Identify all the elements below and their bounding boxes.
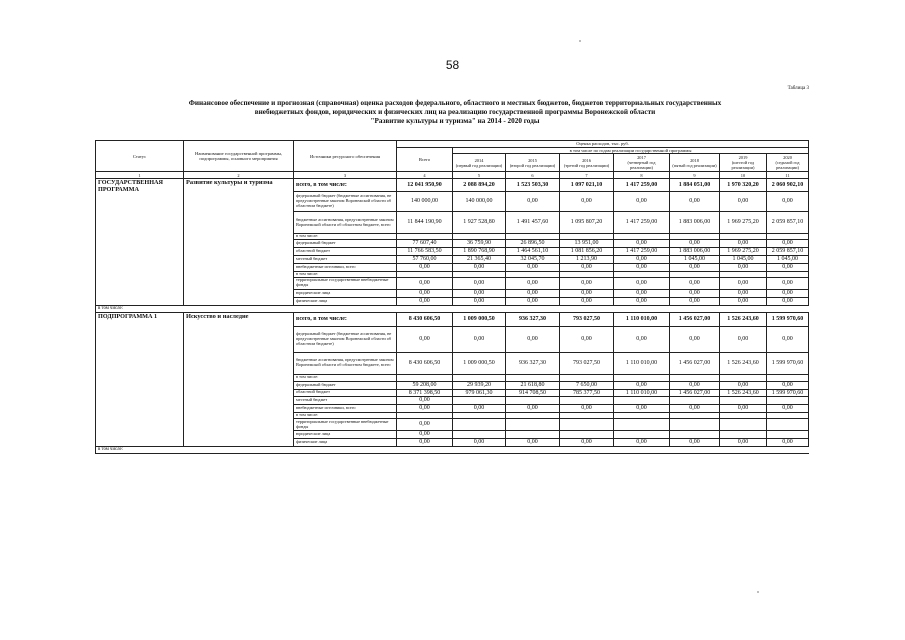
- header-year-label: (седьмой год реализации): [775, 160, 800, 171]
- value-cell: 2 088 894,20: [453, 179, 506, 192]
- source-cell: федеральный бюджет: [294, 381, 397, 389]
- value-cell: 0,00: [767, 263, 809, 271]
- value-cell: 0,00: [397, 277, 453, 289]
- value-cell: [614, 419, 670, 431]
- value-cell: 8 430 606,50: [397, 312, 453, 326]
- header-year-2019: [720, 154, 767, 172]
- value-cell: 0,00: [560, 405, 614, 413]
- value-cell: 0,00: [397, 326, 453, 352]
- value-cell: 0,00: [614, 289, 670, 297]
- header-year-number: 2020: [783, 155, 792, 161]
- subprogram-name: Искусство и наследие: [184, 312, 294, 446]
- value-cell: 0,00: [614, 381, 670, 389]
- title-line-1: Финансовое обеспечение и прогнозная (справочная) оценка расходов федерального, областного и местных бюджетов, бюджетов территориальных государственных: [188, 99, 722, 107]
- column-number: 11: [767, 172, 809, 179]
- header-year-label: (шестой год реализации): [731, 160, 755, 171]
- value-cell: 29 939,20: [453, 381, 506, 389]
- value-cell: 1 526 243,60: [720, 312, 767, 326]
- program-status: ГОСУДАРСТВЕННАЯ ПРОГРАММА: [96, 179, 184, 305]
- header-year-number: 2016: [582, 157, 591, 163]
- value-cell: 0,00: [670, 289, 720, 297]
- header-year-2018: [670, 154, 720, 172]
- value-cell: 0,00: [670, 277, 720, 289]
- value-cell: 59 208,00: [397, 381, 453, 389]
- section-split-row: [96, 305, 809, 312]
- value-cell: 0,00: [397, 263, 453, 271]
- value-cell: 1 417 259,00: [614, 179, 670, 192]
- value-cell: 0,00: [767, 192, 809, 212]
- header-year-label: (второй год реализации): [509, 162, 556, 168]
- value-cell: 0,00: [614, 439, 670, 447]
- value-cell: 0,00: [506, 192, 560, 212]
- source-cell: юридические лица: [294, 431, 397, 439]
- value-cell: 1 491 457,60: [506, 212, 560, 234]
- title-line-3: "Развитие культуры и туризма" на 2014 - 2020 годы: [370, 117, 540, 125]
- program-name: Развитие культуры и туризма: [184, 179, 294, 305]
- value-cell: 11 844 190,90: [397, 212, 453, 234]
- value-cell: [453, 397, 506, 405]
- value-cell: 0,00: [720, 289, 767, 297]
- value-cell: 1 464 561,10: [506, 248, 560, 256]
- source-cell: в том числе:: [294, 234, 397, 240]
- value-cell: 1 599 970,60: [767, 312, 809, 326]
- value-cell: 0,00: [560, 439, 614, 447]
- value-cell: [720, 419, 767, 431]
- value-cell: 0,00: [767, 289, 809, 297]
- value-cell: 0,00: [506, 289, 560, 297]
- column-number: 4: [397, 172, 453, 179]
- value-cell: 0,00: [767, 297, 809, 305]
- value-cell: 0,00: [767, 240, 809, 248]
- value-cell: 0,00: [506, 439, 560, 447]
- value-cell: 936 327,30: [506, 352, 560, 374]
- header-incl-years: в том числе по годам реализации государственной программы: [453, 148, 809, 154]
- value-cell: 0,00: [560, 192, 614, 212]
- value-cell: [506, 374, 560, 381]
- value-cell: 0,00: [767, 405, 809, 413]
- value-cell: 0,00: [614, 297, 670, 305]
- value-cell: [614, 374, 670, 381]
- value-cell: 0,00: [720, 240, 767, 248]
- source-cell: внебюджетные источники, всего: [294, 263, 397, 271]
- value-cell: 1 456 027,00: [670, 352, 720, 374]
- value-cell: 1 009 000,50: [453, 352, 506, 374]
- value-cell: 11 766 583,50: [397, 248, 453, 256]
- value-cell: 7 650,00: [560, 381, 614, 389]
- value-cell: 1 890 768,90: [453, 248, 506, 256]
- value-cell: 21 618,80: [506, 381, 560, 389]
- value-cell: 1 095 807,20: [560, 212, 614, 234]
- source-cell: областной бюджет: [294, 389, 397, 397]
- value-cell: 0,00: [670, 192, 720, 212]
- value-cell: 0,00: [453, 263, 506, 271]
- value-cell: 0,00: [506, 277, 560, 289]
- value-cell: [720, 397, 767, 405]
- value-cell: [767, 374, 809, 381]
- column-numbers-row: [96, 172, 809, 179]
- column-number: 10: [720, 172, 767, 179]
- value-cell: 0,00: [506, 297, 560, 305]
- column-number: 7: [560, 172, 614, 179]
- value-cell: 1 417 259,00: [614, 248, 670, 256]
- value-cell: [767, 397, 809, 405]
- column-number: 9: [670, 172, 720, 179]
- value-cell: [560, 419, 614, 431]
- value-cell: 0,00: [397, 397, 453, 405]
- value-cell: 0,00: [767, 381, 809, 389]
- value-cell: 979 061,30: [453, 389, 506, 397]
- value-cell: [506, 397, 560, 405]
- subprogram-row: [96, 312, 809, 326]
- value-cell: 0,00: [506, 405, 560, 413]
- value-cell: 0,00: [560, 263, 614, 271]
- value-cell: [670, 419, 720, 431]
- value-cell: 0,00: [670, 439, 720, 447]
- value-cell: 1 883 006,00: [670, 248, 720, 256]
- budget-table: [95, 140, 809, 454]
- value-cell: 0,00: [720, 381, 767, 389]
- source-cell: всего, в том числе:: [294, 179, 397, 192]
- value-cell: 0,00: [560, 297, 614, 305]
- value-cell: 0,00: [397, 405, 453, 413]
- value-cell: 0,00: [767, 439, 809, 447]
- header-year-number: 2018: [690, 157, 699, 163]
- section-split-label: в том числе:: [96, 305, 809, 312]
- value-cell: 0,00: [560, 289, 614, 297]
- header-year-number: 2015: [528, 157, 537, 163]
- column-number: 2: [184, 172, 294, 179]
- value-cell: 0,00: [453, 289, 506, 297]
- value-cell: 1 417 259,00: [614, 212, 670, 234]
- header-row-1: [96, 141, 809, 148]
- value-cell: 8 430 606,50: [397, 352, 453, 374]
- section-split-row: [96, 446, 809, 453]
- header-estimate: Оценка расходов, тыс. руб.: [397, 141, 809, 148]
- value-cell: 0,00: [397, 289, 453, 297]
- value-cell: 0,00: [506, 326, 560, 352]
- column-number: 6: [506, 172, 560, 179]
- header-name: Наименование государственной программы, подпрограммы, основного мероприятия: [184, 141, 294, 172]
- value-cell: 1 045,00: [767, 256, 809, 264]
- value-cell: 1 970 320,20: [720, 179, 767, 192]
- value-cell: 1 927 528,80: [453, 212, 506, 234]
- value-cell: 0,00: [614, 326, 670, 352]
- value-cell: [453, 431, 506, 439]
- scan-speck: [757, 591, 759, 593]
- header-year-number: 2014: [474, 157, 484, 163]
- value-cell: 1 045,00: [670, 256, 720, 264]
- source-cell: бюджетные ассигнования, предусмотренные законом Воронежской области об областном бюджете, всего: [294, 212, 397, 234]
- header-year-label: (пятый год реализации): [672, 162, 717, 168]
- header-year-2020: [767, 154, 809, 172]
- source-cell: территориальные государственные внебюджетные фонды: [294, 277, 397, 289]
- header-year-label: (третий год реализации): [563, 162, 610, 168]
- source-cell: всего, в том числе:: [294, 312, 397, 326]
- value-cell: [560, 374, 614, 381]
- value-cell: [720, 431, 767, 439]
- value-cell: [560, 397, 614, 405]
- value-cell: [670, 397, 720, 405]
- value-cell: [767, 431, 809, 439]
- subprogram-status: ПОДПРОГРАММА 1: [96, 312, 184, 446]
- value-cell: 1 523 503,30: [506, 179, 560, 192]
- value-cell: [506, 419, 560, 431]
- value-cell: 0,00: [720, 439, 767, 447]
- value-cell: 0,00: [767, 326, 809, 352]
- header-year-number: 2017: [637, 155, 646, 161]
- header-source: Источники ресурсного обеспечения: [294, 141, 397, 172]
- value-cell: 12 041 950,90: [397, 179, 453, 192]
- source-cell: физические лица: [294, 297, 397, 305]
- source-cell: местный бюджет: [294, 256, 397, 264]
- value-cell: 0,00: [453, 277, 506, 289]
- value-cell: [453, 374, 506, 381]
- value-cell: 0,00: [453, 326, 506, 352]
- value-cell: 1 081 856,20: [560, 248, 614, 256]
- source-cell: в том числе:: [294, 374, 397, 381]
- value-cell: 1 213,90: [560, 256, 614, 264]
- value-cell: 0,00: [397, 419, 453, 431]
- value-cell: [560, 431, 614, 439]
- value-cell: 0,00: [614, 263, 670, 271]
- value-cell: 2 060 902,10: [767, 179, 809, 192]
- value-cell: 0,00: [397, 431, 453, 439]
- value-cell: 0,00: [670, 405, 720, 413]
- value-cell: 793 027,50: [560, 312, 614, 326]
- value-cell: 1 110 010,00: [614, 352, 670, 374]
- value-cell: 0,00: [767, 277, 809, 289]
- column-number: 8: [614, 172, 670, 179]
- value-cell: 1 456 027,00: [670, 389, 720, 397]
- value-cell: 0,00: [614, 192, 670, 212]
- source-cell: федеральный бюджет (бюджетные ассигнования, не предусмотренные законом Воронежской области об областном бюджете): [294, 326, 397, 352]
- value-cell: 140 000,00: [397, 192, 453, 212]
- value-cell: 1 969 275,20: [720, 248, 767, 256]
- value-cell: 1 110 010,00: [614, 312, 670, 326]
- value-cell: 21 365,40: [453, 256, 506, 264]
- value-cell: 0,00: [720, 192, 767, 212]
- value-cell: 77 607,40: [397, 240, 453, 248]
- source-cell: федеральный бюджет: [294, 240, 397, 248]
- source-cell: юридические лица: [294, 289, 397, 297]
- source-cell: физические лица: [294, 439, 397, 447]
- value-cell: 2 059 857,10: [767, 212, 809, 234]
- source-cell: федеральный бюджет (бюджетные ассигнования, не предусмотренные законом Воронежской области об областном бюджете): [294, 192, 397, 212]
- source-cell: местный бюджет: [294, 397, 397, 405]
- scan-speck: [579, 40, 581, 42]
- value-cell: [720, 374, 767, 381]
- header-year-2014: [453, 154, 506, 172]
- value-cell: 914 708,50: [506, 389, 560, 397]
- value-cell: 0,00: [670, 381, 720, 389]
- value-cell: 1 969 275,20: [720, 212, 767, 234]
- value-cell: 0,00: [506, 263, 560, 271]
- value-cell: 1 884 051,00: [670, 179, 720, 192]
- value-cell: [397, 374, 453, 381]
- value-cell: 0,00: [453, 405, 506, 413]
- value-cell: 0,00: [560, 326, 614, 352]
- value-cell: [614, 431, 670, 439]
- value-cell: 0,00: [670, 240, 720, 248]
- value-cell: 0,00: [397, 297, 453, 305]
- value-cell: 0,00: [720, 263, 767, 271]
- program-row: [96, 179, 809, 192]
- value-cell: 1 456 027,00: [670, 312, 720, 326]
- value-cell: 0,00: [720, 405, 767, 413]
- source-cell: в том числе:: [294, 271, 397, 277]
- value-cell: 0,00: [453, 297, 506, 305]
- source-cell: областной бюджет: [294, 248, 397, 256]
- value-cell: 0,00: [614, 256, 670, 264]
- header-year-2017: [614, 154, 670, 172]
- value-cell: [614, 397, 670, 405]
- value-cell: 0,00: [560, 277, 614, 289]
- column-number: 3: [294, 172, 397, 179]
- value-cell: 57 760,00: [397, 256, 453, 264]
- value-cell: 0,00: [720, 326, 767, 352]
- column-number: 5: [453, 172, 506, 179]
- value-cell: 13 951,00: [560, 240, 614, 248]
- value-cell: [767, 419, 809, 431]
- source-cell: территориальные государственные внебюджетные фонды: [294, 419, 397, 431]
- value-cell: 0,00: [720, 297, 767, 305]
- value-cell: 1 045,00: [720, 256, 767, 264]
- value-cell: 1 883 006,00: [670, 212, 720, 234]
- section-split-label: в том числе:: [96, 446, 809, 453]
- value-cell: 936 327,30: [506, 312, 560, 326]
- document-title: [95, 99, 815, 126]
- value-cell: 0,00: [670, 297, 720, 305]
- header-year-number: 2019: [738, 155, 748, 161]
- title-line-2: внебюджетных фондов, юридических и физических лиц на реализацию государственной программы Воронежской области: [254, 108, 656, 116]
- header-total: Всего: [397, 148, 453, 172]
- value-cell: 0,00: [614, 240, 670, 248]
- value-cell: 0,00: [720, 277, 767, 289]
- header-status: Статус: [96, 141, 184, 172]
- value-cell: 1 526 243,60: [720, 389, 767, 397]
- value-cell: 36 759,90: [453, 240, 506, 248]
- header-year-2015: [506, 154, 560, 172]
- value-cell: 1 599 970,60: [767, 389, 809, 397]
- header-year-2016: [560, 154, 614, 172]
- value-cell: 793 027,50: [560, 352, 614, 374]
- value-cell: [453, 419, 506, 431]
- column-number: 1: [96, 172, 184, 179]
- value-cell: [670, 374, 720, 381]
- header-year-label: (первый год реализации): [455, 162, 503, 168]
- value-cell: 785 377,50: [560, 389, 614, 397]
- value-cell: 0,00: [670, 263, 720, 271]
- value-cell: 1 097 021,10: [560, 179, 614, 192]
- value-cell: 26 896,50: [506, 240, 560, 248]
- value-cell: 1 526 243,60: [720, 352, 767, 374]
- value-cell: 0,00: [670, 326, 720, 352]
- value-cell: [506, 431, 560, 439]
- source-cell: бюджетные ассигнования, предусмотренные законом Воронежской области об областном бюджете, всего: [294, 352, 397, 374]
- value-cell: 8 371 398,50: [397, 389, 453, 397]
- value-cell: 0,00: [614, 277, 670, 289]
- value-cell: [670, 431, 720, 439]
- value-cell: 1 110 010,00: [614, 389, 670, 397]
- value-cell: 2 059 857,10: [767, 248, 809, 256]
- value-cell: 1 599 970,60: [767, 352, 809, 374]
- value-cell: 32 045,70: [506, 256, 560, 264]
- source-cell: внебюджетные источники, всего: [294, 405, 397, 413]
- value-cell: 140 000,00: [453, 192, 506, 212]
- source-cell: в том числе:: [294, 413, 397, 419]
- header-year-label: (четвертый год реализации): [627, 160, 656, 171]
- value-cell: 0,00: [614, 405, 670, 413]
- value-cell: 0,00: [397, 439, 453, 447]
- value-cell: 1 009 000,50: [453, 312, 506, 326]
- value-cell: 0,00: [453, 439, 506, 447]
- table-label: Таблица 3: [787, 86, 809, 91]
- page-number: 58: [445, 58, 460, 72]
